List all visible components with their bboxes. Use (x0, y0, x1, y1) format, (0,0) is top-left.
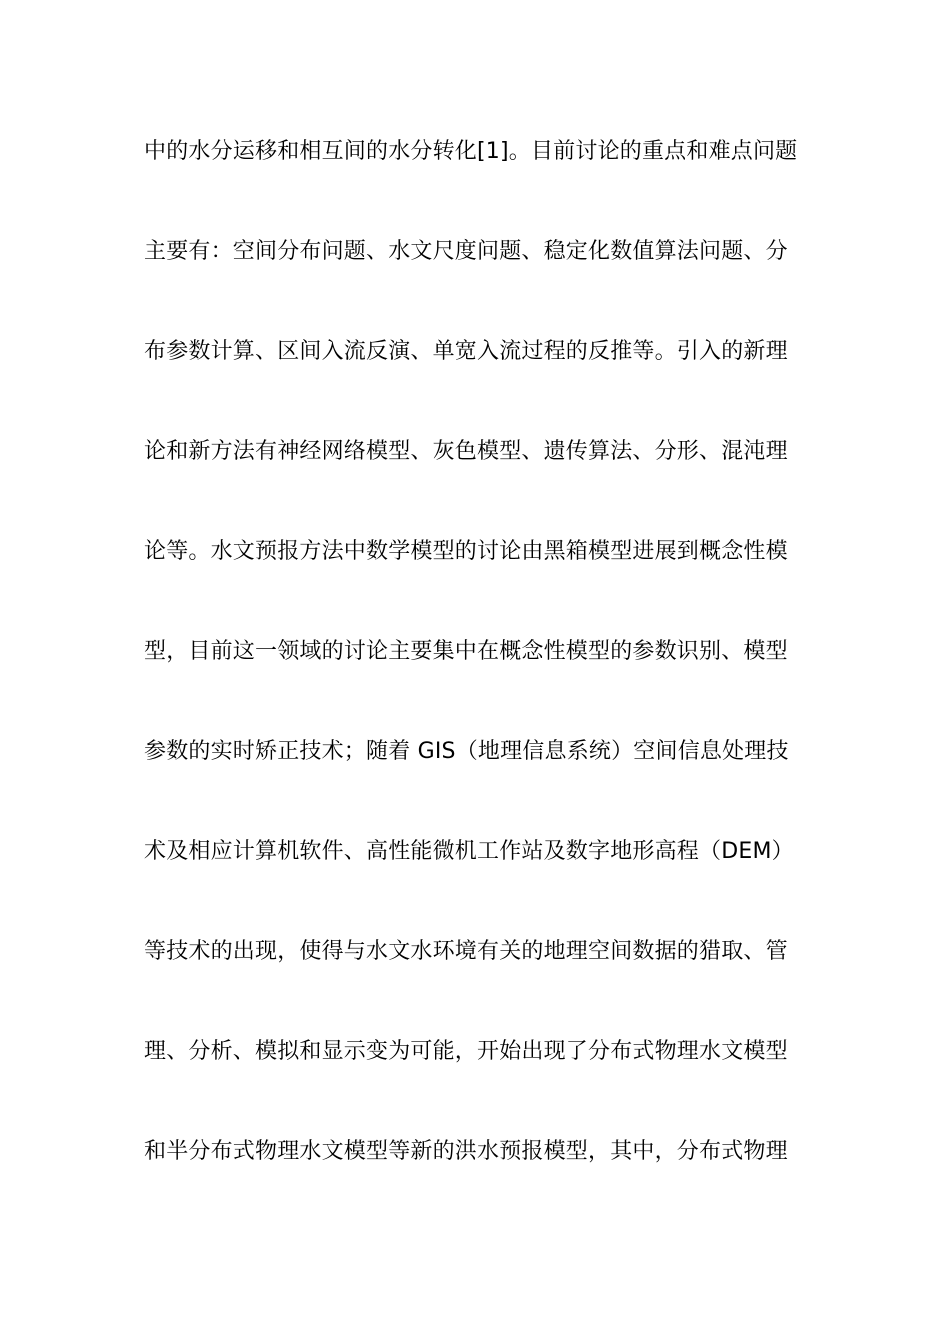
text-line: 论和新方法有神经网络模型、灰色模型、遗传算法、分形、混沌理 (144, 439, 788, 464)
text-line: 等技术的出现，使得与水文水环境有关的地理空间数据的猎取、管 (144, 939, 788, 964)
text-line: 和半分布式物理水文模型等新的洪水预报模型，其中，分布式物理 (144, 1139, 788, 1164)
text-line: 型，目前这一领域的讨论主要集中在概念性模型的参数识别、模型 (144, 639, 788, 664)
text-line: 布参数计算、区间入流反演、单宽入流过程的反推等。引入的新理 (144, 339, 788, 364)
text-line: 参数的实时矫正技术；随着 GIS（地理信息系统）空间信息处理技 (144, 739, 789, 764)
text-line: 中的水分运移和相互间的水分转化[1]。目前讨论的重点和难点问题 (144, 139, 798, 164)
text-line: 论等。水文预报方法中数学模型的讨论由黑箱模型进展到概念性模 (144, 539, 788, 564)
body-paragraph (144, 132, 824, 1232)
text-line: 术及相应计算机软件、高性能微机工作站及数字地形高程（DEM） (144, 839, 794, 864)
text-line: 理、分析、模拟和显示变为可能，开始出现了分布式物理水文模型 (144, 1039, 788, 1064)
text-line: 主要有：空间分布问题、水文尺度问题、稳定化数值算法问题、分 (144, 239, 788, 264)
